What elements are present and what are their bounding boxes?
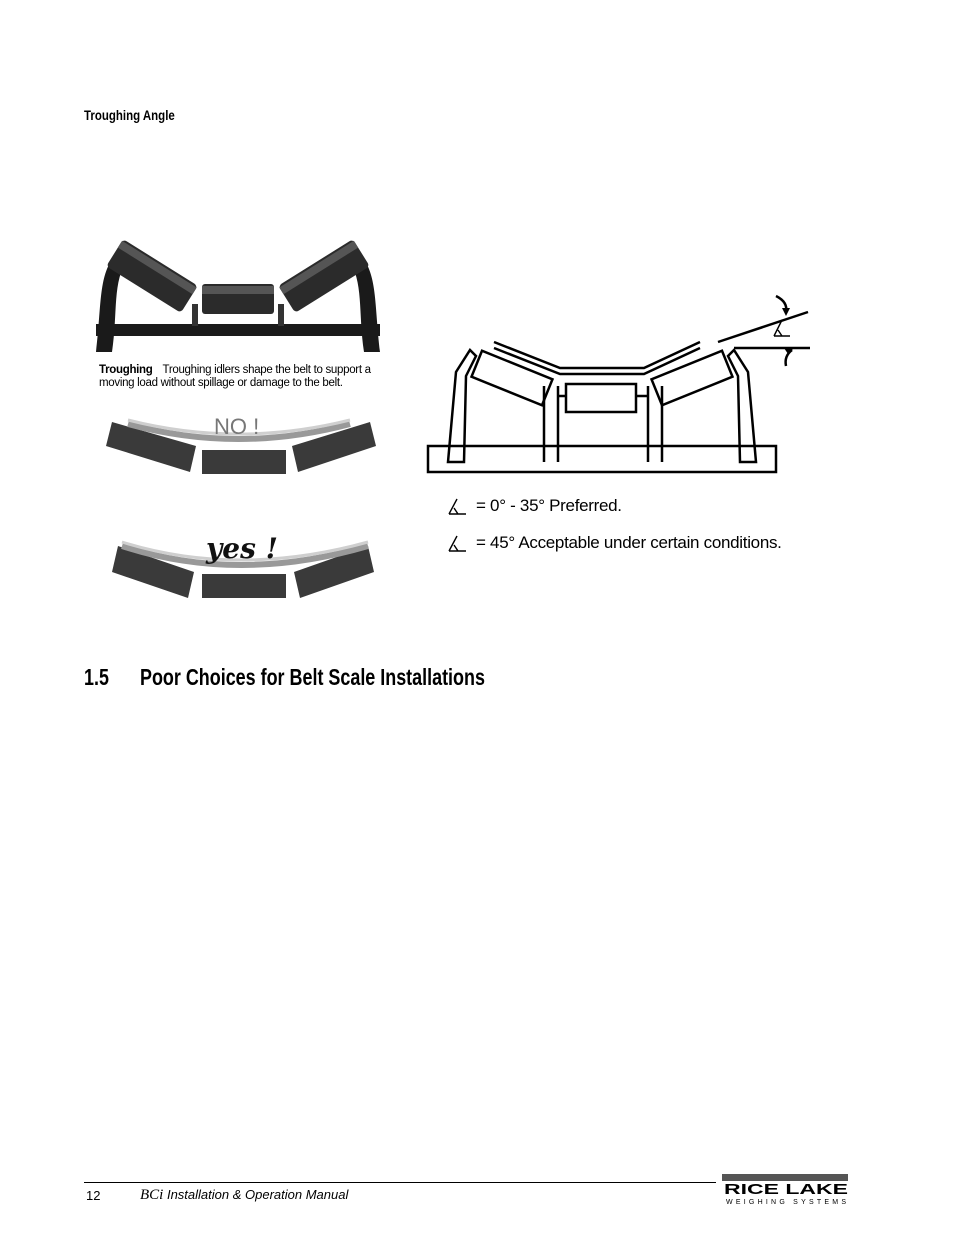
section-title: Poor Choices for Belt Scale Installations bbox=[140, 664, 485, 690]
logo-main: RICE LAKE bbox=[724, 1181, 848, 1198]
legend-acceptable-text: = 45° Acceptable under certain conditions. bbox=[476, 533, 782, 552]
troughing-caption bbox=[99, 364, 399, 389]
angle-icon bbox=[446, 496, 468, 516]
yes-label: yes ! bbox=[206, 532, 278, 565]
manual-title bbox=[140, 1187, 348, 1204]
no-label: NO ! bbox=[214, 414, 260, 439]
page-number: 12 bbox=[86, 1188, 101, 1203]
legend-acceptable bbox=[446, 533, 782, 553]
legend-preferred-text: = 0° - 35° Preferred. bbox=[476, 496, 622, 515]
subheading-troughing-angle: Troughing Angle bbox=[84, 107, 175, 123]
section-number: 1.5 bbox=[84, 664, 109, 690]
legend-preferred bbox=[446, 496, 622, 516]
caption-bold: Troughing bbox=[99, 364, 153, 376]
footer-divider bbox=[84, 1182, 716, 1183]
angle-icon bbox=[446, 533, 468, 553]
caption-text: Troughing idlers shape the belt to support a moving load without spillage or damage to the belt. bbox=[99, 364, 371, 389]
rice-lake-logo bbox=[722, 1174, 852, 1208]
logo-sub: WEIGHING SYSTEMS bbox=[726, 1199, 846, 1206]
manual-product: BCi bbox=[140, 1187, 164, 1203]
troughing-idler-illustration bbox=[88, 232, 388, 612]
troughing-angle-diagram bbox=[422, 292, 822, 482]
manual-title-text: Installation & Operation Manual bbox=[166, 1187, 349, 1202]
